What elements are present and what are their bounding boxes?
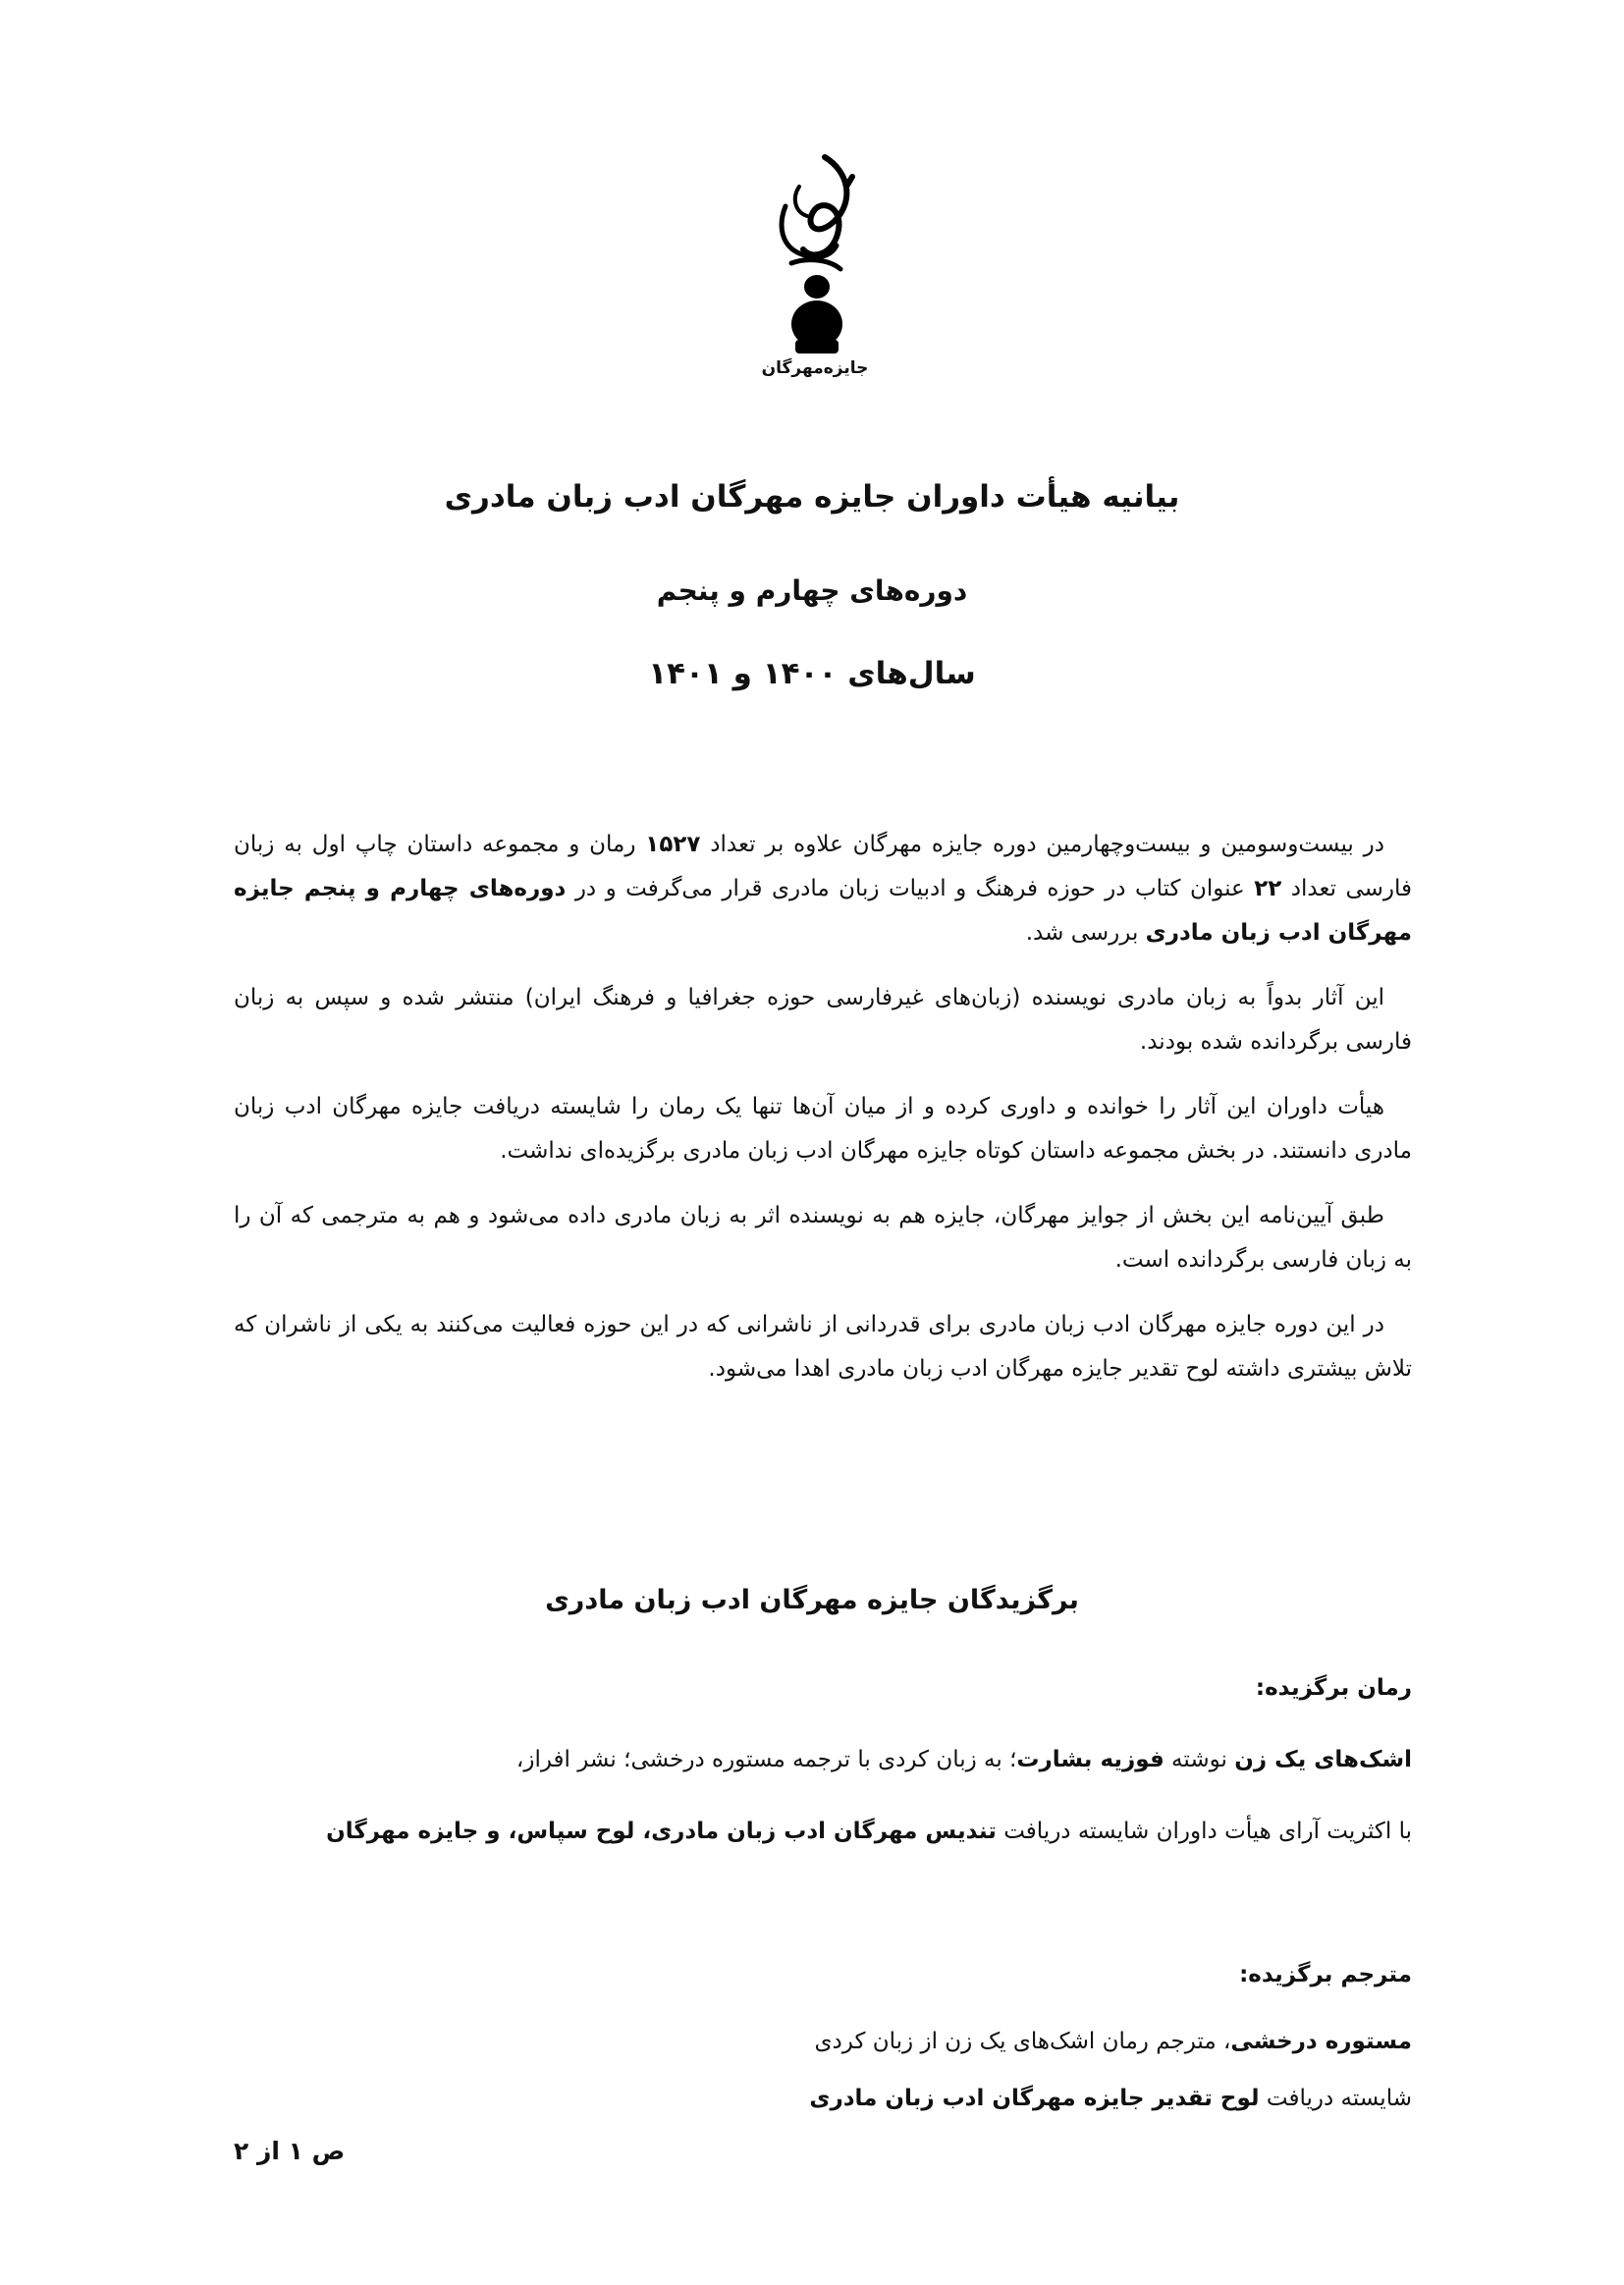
mehregan-logo-icon bbox=[756, 147, 874, 383]
intro-paragraph-5: در این دوره جایزه مهرگان ادب زبان مادری برای قدردانی از ناشرانی که در این حوزه فعالیت می‌کنند به یکی از ناشران که تلاش بیشتری داشته لوح تقدیر جایزه مهرگان ادب زبان مادری اهدا می‌شود. bbox=[234, 1312, 1412, 1382]
page-number: ص ۱ از ۲ bbox=[234, 2137, 346, 2165]
translator-award-line: شایسته دریافت لوح تقدیر جایزه مهرگان ادب زبان مادری bbox=[809, 2086, 1412, 2111]
novel-award-line: با اکثریت آرای هیأت داوران شایسته دریافت تندیس مهرگان ادب زبان مادری، لوح سپاس، و جایزه مهرگان bbox=[326, 1819, 1412, 1844]
translator-winner-line: مستوره درخشی، مترجم رمان اشک‌های یک زن از زبان کردی bbox=[814, 2029, 1412, 2054]
intro-paragraph-4: طبق آیین‌نامه این بخش از جوایز مهرگان، جایزه هم به نویسنده اثر به زبان مادری داده می‌شود و هم به مترجمی که آن را به زبان فارسی برگردانده است. bbox=[234, 1203, 1412, 1273]
intro-paragraph-2: این آثار بدواً به زبان مادری نویسنده (زبان‌های غیرفارسی حوزه جغرافیا و فرهنگ ایران) منتشر شده و سپس به زبان فارسی برگردانده شده بودند. bbox=[234, 985, 1412, 1055]
logo-caption: جایزه‌مهرگان bbox=[761, 358, 869, 378]
page-subtitle-periods: دوره‌های چهارم و پنجم bbox=[656, 574, 968, 607]
intro-paragraph-3: هیأت داوران این آثار را خوانده و داوری کرده و از میان آن‌ها تنها یک رمان را شایسته دریافت جایزه مهرگان ادب زبان مادری دانستند. در بخش مجموعه داستان کوتاه جایزه مهرگان ادب زبان مادری برگزیده‌ای نداشت. bbox=[234, 1094, 1412, 1164]
winners-heading: برگزیدگان جایزه مهرگان ادب زبان مادری bbox=[545, 1585, 1079, 1615]
page-title: بیانیه هیأت داوران جایزه مهرگان ادب زبان مادری bbox=[444, 479, 1180, 515]
novel-winner-line: اشک‌های یک زن نوشته فوزیه بشارت؛ به زبان کردی با ترجمه مستوره درخشی؛ نشر افراز، bbox=[515, 1747, 1412, 1772]
novel-label: رمان برگزیده: bbox=[1255, 1675, 1412, 1701]
intro-paragraph-1: در بیست‌وسومین و بیست‌وچهارمین دوره جایزه مهرگان علاوه بر تعداد ۱۵۲۷ رمان و مجموعه داستان چاپ اول به زبان فارسی تعداد ۲۲ عنوان کتاب در حوزه فرهنگ و ادبیات زبان مادری قرار می‌گرفت و در دوره‌های چهارم و پنجم جایزه مهرگان ادب زبان مادری بررسی شد. bbox=[234, 832, 1412, 946]
translator-label: مترجم برگزیده: bbox=[1239, 1962, 1412, 1987]
page-subtitle-years: سال‌های ۱۴۰۰ و ۱۴۰۱ bbox=[648, 656, 976, 691]
intro-section bbox=[234, 823, 1412, 1412]
